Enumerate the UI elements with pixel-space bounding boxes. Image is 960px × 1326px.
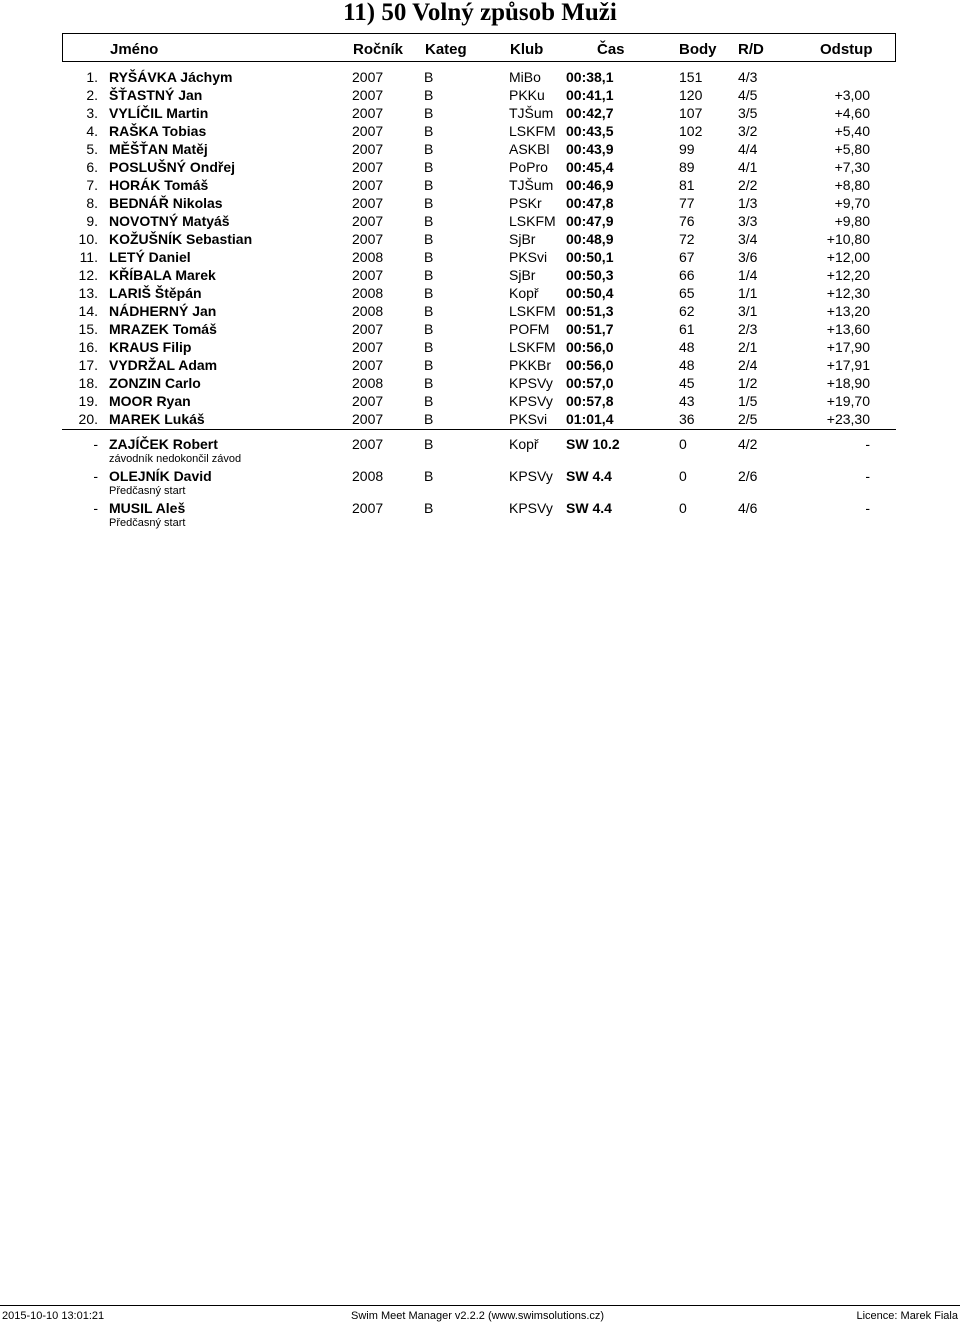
cell-name: KRAUS Filip: [109, 339, 192, 355]
table-row: [0, 392, 960, 410]
cell-club: LSKFM: [509, 213, 556, 229]
cell-year: 2008: [352, 249, 384, 265]
cell-name: ZONZIN Carlo: [109, 375, 201, 391]
cell-points: 120: [679, 87, 703, 103]
cell-name: VYDRŽAL Adam: [109, 357, 218, 373]
cell-rank: -: [93, 500, 98, 516]
cell-year: 2007: [352, 436, 384, 452]
cell-gap: +4,60: [834, 105, 870, 121]
col-header-name: Jméno: [110, 41, 159, 58]
disqualification-note: závodník nedokončil závod: [109, 453, 242, 465]
cell-rank: 6.: [86, 159, 98, 175]
cell-rank: -: [93, 436, 98, 452]
cell-rank: 8.: [86, 195, 98, 211]
cell-time: 00:41,1: [566, 87, 614, 103]
cell-time: SW 4.4: [566, 500, 612, 516]
cell-gap: +10,80: [826, 231, 870, 247]
cell-time: 00:45,4: [566, 159, 614, 175]
table-row: [0, 374, 960, 392]
cell-category: B: [424, 375, 434, 391]
col-header-points: Body: [679, 41, 717, 58]
table-header: [62, 33, 896, 62]
cell-club: ASKBl: [509, 141, 550, 157]
cell-gap: -: [865, 500, 870, 516]
cell-year: 2007: [352, 69, 384, 85]
table-row: [0, 86, 960, 104]
cell-rank: 5.: [86, 141, 98, 157]
cell-gap: +9,80: [834, 213, 870, 229]
table-row: [0, 122, 960, 140]
col-header-club: Klub: [510, 41, 544, 58]
cell-name: LARIŠ Štěpán: [109, 285, 202, 301]
cell-year: 2007: [352, 141, 384, 157]
cell-points: 45: [679, 375, 695, 391]
cell-club: Kopř: [509, 436, 539, 452]
cell-points: 89: [679, 159, 695, 175]
cell-gap: +18,90: [826, 375, 870, 391]
cell-rank: 4.: [86, 123, 98, 139]
cell-time: SW 4.4: [566, 468, 612, 484]
cell-category: B: [424, 303, 434, 319]
cell-time: 00:50,3: [566, 267, 614, 283]
cell-time: 00:57,0: [566, 375, 614, 391]
table-row: [0, 338, 960, 356]
cell-gap: +5,40: [834, 123, 870, 139]
cell-name: KŘÍBALA Marek: [109, 267, 216, 283]
col-header-category: Kateg: [425, 41, 467, 58]
cell-club: TJŠum: [509, 105, 554, 121]
cell-year: 2007: [352, 500, 384, 516]
cell-name: NOVOTNÝ Matyáš: [109, 213, 230, 229]
cell-heat-lane: 4/2: [738, 436, 758, 452]
cell-club: PKSvi: [509, 249, 548, 265]
cell-year: 2008: [352, 303, 384, 319]
cell-rank: 16.: [78, 339, 98, 355]
cell-year: 2007: [352, 195, 384, 211]
cell-time: 00:43,9: [566, 141, 614, 157]
cell-name: OLEJNÍK David: [109, 468, 212, 484]
cell-points: 99: [679, 141, 695, 157]
cell-heat-lane: 1/5: [738, 393, 758, 409]
cell-points: 36: [679, 411, 695, 427]
cell-name: MĚŠŤAN Matěj: [109, 141, 208, 157]
cell-rank: 3.: [86, 105, 98, 121]
cell-points: 62: [679, 303, 695, 319]
col-header-year: Ročník: [353, 41, 404, 58]
cell-category: B: [424, 339, 434, 355]
cell-category: B: [424, 249, 434, 265]
cell-heat-lane: 4/1: [738, 159, 758, 175]
cell-club: PKKu: [509, 87, 545, 103]
cell-club: Kopř: [509, 285, 539, 301]
cell-category: B: [424, 105, 434, 121]
cell-name: ZAJÍČEK Robert: [109, 436, 218, 452]
cell-heat-lane: 2/3: [738, 321, 758, 337]
cell-rank: 18.: [78, 375, 98, 391]
cell-rank: 9.: [86, 213, 98, 229]
cell-name: NÁDHERNÝ Jan: [109, 303, 217, 319]
table-row: [0, 140, 960, 158]
cell-gap: +17,91: [826, 357, 870, 373]
cell-time: 00:56,0: [566, 357, 614, 373]
cell-gap: +3,00: [834, 87, 870, 103]
cell-points: 48: [679, 357, 695, 373]
cell-category: B: [424, 69, 434, 85]
cell-heat-lane: 2/1: [738, 339, 758, 355]
cell-gap: +9,70: [834, 195, 870, 211]
disqualified-row-main: [0, 499, 960, 517]
page-footer: [0, 1305, 960, 1326]
cell-rank: 1.: [86, 69, 98, 85]
table-row: [0, 302, 960, 320]
cell-rank: 12.: [78, 267, 98, 283]
cell-name: ŠŤASTNÝ Jan: [109, 87, 203, 103]
cell-gap: +8,80: [834, 177, 870, 193]
cell-gap: +13,20: [826, 303, 870, 319]
cell-category: B: [424, 436, 434, 452]
table-row: [0, 194, 960, 212]
disqualified-row-main: [0, 435, 960, 453]
cell-gap: -: [865, 436, 870, 452]
cell-points: 72: [679, 231, 695, 247]
cell-gap: +17,90: [826, 339, 870, 355]
cell-club: MiBo: [509, 69, 541, 85]
table-row: [0, 104, 960, 122]
cell-year: 2007: [352, 231, 384, 247]
cell-club: KPSVy: [509, 468, 553, 484]
cell-category: B: [424, 123, 434, 139]
cell-time: 01:01,4: [566, 411, 614, 427]
cell-category: B: [424, 231, 434, 247]
cell-name: KOŽUŠNÍK Sebastian: [109, 231, 253, 247]
cell-heat-lane: 3/3: [738, 213, 758, 229]
cell-points: 77: [679, 195, 695, 211]
cell-category: B: [424, 411, 434, 427]
results-list: [0, 68, 960, 428]
cell-points: 151: [679, 69, 703, 85]
cell-points: 65: [679, 285, 695, 301]
cell-name: RYŠÁVKA Jáchym: [109, 69, 233, 85]
cell-points: 0: [679, 500, 687, 516]
table-row: [0, 320, 960, 338]
cell-year: 2007: [352, 339, 384, 355]
cell-heat-lane: 2/5: [738, 411, 758, 427]
table-row: [0, 158, 960, 176]
table-row: [0, 68, 960, 86]
disqualified-row-main: [0, 467, 960, 485]
cell-year: 2007: [352, 411, 384, 427]
cell-category: B: [424, 468, 434, 484]
col-header-gap: Odstup: [820, 41, 873, 58]
cell-rank: 19.: [78, 393, 98, 409]
table-row: [0, 248, 960, 266]
cell-rank: 10.: [78, 231, 98, 247]
table-row: [0, 410, 960, 428]
cell-club: LSKFM: [509, 303, 556, 319]
cell-time: 00:50,1: [566, 249, 614, 265]
cell-year: 2007: [352, 123, 384, 139]
footer-timestamp: 2015-10-10 13:01:21: [2, 1310, 105, 1322]
cell-gap: +12,00: [826, 249, 870, 265]
cell-heat-lane: 4/6: [738, 500, 758, 516]
cell-heat-lane: 4/3: [738, 69, 758, 85]
cell-time: 00:42,7: [566, 105, 614, 121]
cell-club: POFM: [509, 321, 550, 337]
cell-heat-lane: 3/5: [738, 105, 758, 121]
table-row: [0, 230, 960, 248]
cell-time: 00:46,9: [566, 177, 614, 193]
disqualification-note: Předčasný start: [109, 485, 186, 497]
table-row: [0, 356, 960, 374]
cell-time: 00:51,3: [566, 303, 614, 319]
cell-category: B: [424, 357, 434, 373]
cell-heat-lane: 1/2: [738, 375, 758, 391]
cell-heat-lane: 3/2: [738, 123, 758, 139]
cell-time: 00:47,9: [566, 213, 614, 229]
cell-name: MUSIL Aleš: [109, 500, 186, 516]
cell-year: 2008: [352, 468, 384, 484]
cell-rank: 17.: [78, 357, 98, 373]
cell-category: B: [424, 141, 434, 157]
cell-year: 2007: [352, 321, 384, 337]
cell-category: B: [424, 213, 434, 229]
cell-year: 2007: [352, 177, 384, 193]
cell-time: 00:48,9: [566, 231, 614, 247]
cell-points: 81: [679, 177, 695, 193]
cell-year: 2007: [352, 357, 384, 373]
cell-year: 2007: [352, 393, 384, 409]
table-row: [0, 212, 960, 230]
cell-gap: +12,20: [826, 267, 870, 283]
cell-name: POSLUŠNÝ Ondřej: [109, 159, 236, 175]
cell-name: HORÁK Tomáš: [109, 177, 209, 193]
results-divider: [62, 429, 896, 430]
cell-time: 00:38,1: [566, 69, 614, 85]
cell-name: MRAZEK Tomáš: [109, 321, 217, 337]
disqualified-row: [0, 435, 960, 467]
cell-club: PoPro: [509, 159, 548, 175]
cell-points: 61: [679, 321, 695, 337]
cell-category: B: [424, 159, 434, 175]
cell-time: 00:51,7: [566, 321, 614, 337]
cell-heat-lane: 3/6: [738, 249, 758, 265]
cell-points: 66: [679, 267, 695, 283]
col-header-heat-lane: R/D: [738, 41, 764, 58]
cell-club: PKSvi: [509, 411, 548, 427]
cell-heat-lane: 4/5: [738, 87, 758, 103]
cell-rank: -: [93, 468, 98, 484]
cell-points: 76: [679, 213, 695, 229]
cell-category: B: [424, 267, 434, 283]
cell-rank: 13.: [78, 285, 98, 301]
table-row: [0, 284, 960, 302]
cell-category: B: [424, 195, 434, 211]
cell-heat-lane: 3/1: [738, 303, 758, 319]
cell-name: VYLÍČIL Martin: [109, 105, 209, 121]
footer-software: Swim Meet Manager v2.2.2 (www.swimsolutions.cz): [351, 1310, 605, 1322]
footer-licence: Licence: Marek Fiala: [856, 1310, 958, 1322]
cell-heat-lane: 3/4: [738, 231, 758, 247]
cell-club: SjBr: [509, 231, 536, 247]
cell-heat-lane: 1/3: [738, 195, 758, 211]
cell-year: 2007: [352, 87, 384, 103]
table-row: [0, 266, 960, 284]
cell-points: 67: [679, 249, 695, 265]
cell-year: 2008: [352, 375, 384, 391]
cell-points: 107: [679, 105, 703, 121]
cell-gap: +5,80: [834, 141, 870, 157]
cell-year: 2008: [352, 285, 384, 301]
cell-category: B: [424, 321, 434, 337]
cell-club: KPSVy: [509, 375, 553, 391]
cell-club: PKKBr: [509, 357, 552, 373]
cell-name: LETÝ Daniel: [109, 249, 191, 265]
cell-year: 2007: [352, 105, 384, 121]
cell-name: RAŠKA Tobias: [109, 123, 207, 139]
cell-heat-lane: 1/1: [738, 285, 758, 301]
cell-time: SW 10.2: [566, 436, 620, 452]
cell-category: B: [424, 393, 434, 409]
cell-gap: +23,30: [826, 411, 870, 427]
col-header-time: Čas: [597, 41, 625, 58]
table-row: [0, 176, 960, 194]
cell-heat-lane: 2/6: [738, 468, 758, 484]
cell-club: LSKFM: [509, 339, 556, 355]
cell-time: 00:56,0: [566, 339, 614, 355]
cell-club: KPSVy: [509, 500, 553, 516]
cell-rank: 14.: [78, 303, 98, 319]
cell-points: 102: [679, 123, 703, 139]
cell-club: SjBr: [509, 267, 536, 283]
cell-rank: 11.: [79, 249, 98, 265]
cell-heat-lane: 4/4: [738, 141, 758, 157]
cell-points: 48: [679, 339, 695, 355]
cell-rank: 2.: [86, 87, 98, 103]
disqualification-note: Předčasný start: [109, 517, 186, 529]
page-title: 11) 50 Volný způsob Muži: [343, 0, 617, 26]
cell-year: 2007: [352, 213, 384, 229]
cell-rank: 7.: [86, 177, 98, 193]
cell-name: MOOR Ryan: [109, 393, 191, 409]
cell-category: B: [424, 500, 434, 516]
cell-points: 0: [679, 468, 687, 484]
cell-rank: 15.: [78, 321, 98, 337]
cell-gap: +19,70: [826, 393, 870, 409]
cell-points: 0: [679, 436, 687, 452]
cell-points: 43: [679, 393, 695, 409]
cell-gap: +13,60: [826, 321, 870, 337]
cell-year: 2007: [352, 267, 384, 283]
cell-name: BEDNÁŘ Nikolas: [109, 195, 223, 211]
cell-year: 2007: [352, 159, 384, 175]
cell-category: B: [424, 177, 434, 193]
cell-category: B: [424, 285, 434, 301]
cell-time: 00:43,5: [566, 123, 614, 139]
cell-name: MAREK Lukáš: [109, 411, 205, 427]
cell-heat-lane: 2/4: [738, 357, 758, 373]
cell-heat-lane: 1/4: [738, 267, 758, 283]
cell-gap: -: [865, 468, 870, 484]
cell-club: KPSVy: [509, 393, 553, 409]
cell-time: 00:50,4: [566, 285, 614, 301]
cell-gap: +12,30: [826, 285, 870, 301]
disqualified-list: [0, 435, 960, 531]
cell-heat-lane: 2/2: [738, 177, 758, 193]
cell-time: 00:47,8: [566, 195, 614, 211]
cell-club: LSKFM: [509, 123, 556, 139]
cell-category: B: [424, 87, 434, 103]
disqualified-row: [0, 467, 960, 499]
cell-club: TJŠum: [509, 177, 554, 193]
disqualified-row: [0, 499, 960, 531]
cell-rank: 20.: [78, 411, 98, 427]
cell-gap: +7,30: [834, 159, 870, 175]
cell-time: 00:57,8: [566, 393, 614, 409]
cell-club: PSKr: [509, 195, 542, 211]
